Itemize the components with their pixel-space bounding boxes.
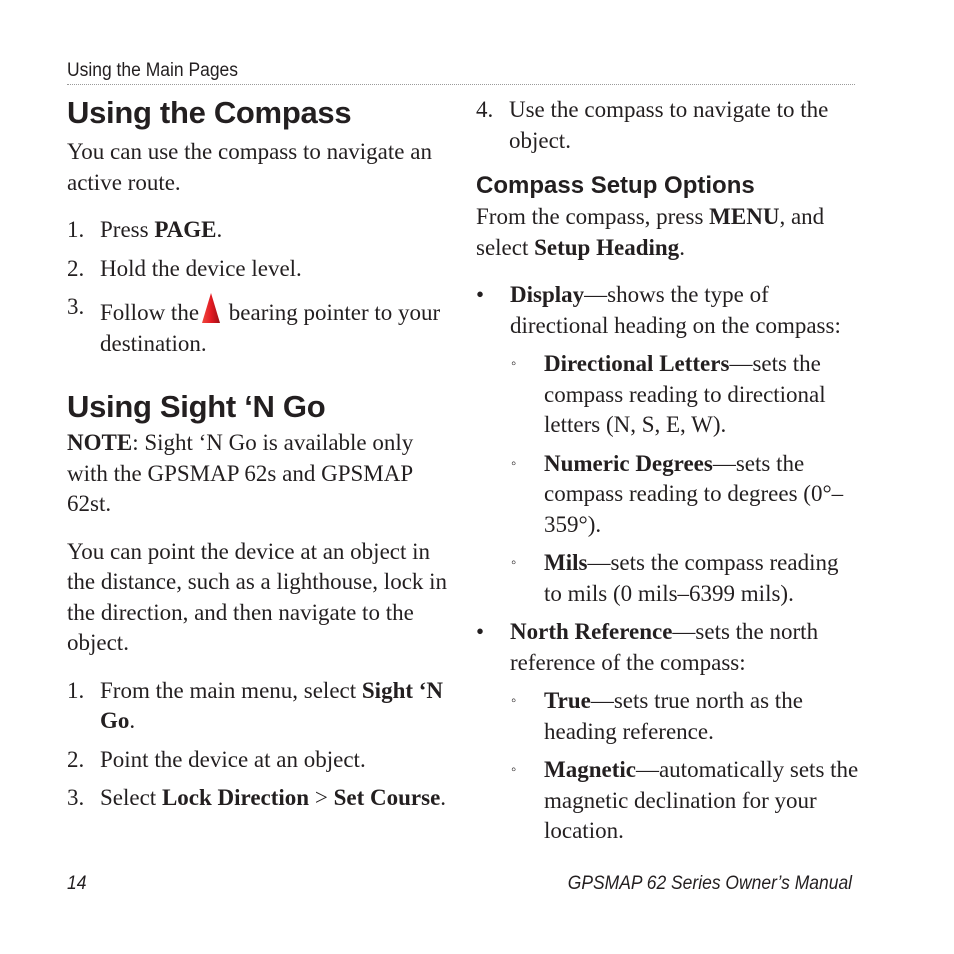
- suboption-description: —sets the compass reading to directional letters (N, S, E, W).: [544, 351, 826, 437]
- compass-setup-heading: Compass Setup Options: [476, 172, 755, 199]
- note-text: : Sight ‘N Go is available only with the GPSMAP 62s and GPSMAP 62st.: [67, 430, 414, 516]
- bullet: •: [476, 619, 485, 644]
- step-number: 4.: [476, 97, 494, 122]
- page-key-label: PAGE: [154, 217, 217, 242]
- step-text-end: bearing pointer to your destination.: [100, 300, 441, 356]
- sub-bullet: ◦: [511, 555, 517, 571]
- step-separator: >: [309, 785, 334, 810]
- intro-text-end: .: [679, 234, 685, 260]
- suboption-description: —sets the compass reading to degrees (0°–359°).: [544, 450, 844, 537]
- sight-n-go-heading: Using Sight ‘N Go: [67, 389, 326, 424]
- step-text: Use the compass to navigate to the object.: [509, 97, 829, 153]
- suboption-label: Directional Letters: [544, 351, 730, 376]
- suboption-numeric-degrees: [510, 449, 861, 541]
- compass-intro: You can use the compass to navigate an active route.: [67, 139, 432, 195]
- step-text-end: .: [129, 708, 136, 733]
- lock-direction-label: Lock Direction: [161, 785, 310, 810]
- sight-n-go-menu-label: Sight ‘N Go: [100, 677, 444, 733]
- sight-note: [67, 428, 452, 520]
- setup-intro: [476, 202, 861, 263]
- right-column: [476, 95, 861, 847]
- option-label: North Reference: [510, 619, 673, 644]
- sight-step-4: [476, 95, 861, 156]
- step-number: 2.: [67, 255, 85, 281]
- compass-heading: Using the Compass: [67, 95, 352, 130]
- page-number: 14: [67, 873, 87, 894]
- step-number: 3.: [67, 785, 85, 810]
- step-number: 3.: [67, 294, 85, 319]
- sight-steps-continued: [476, 95, 861, 156]
- setup-heading-label: Setup Heading: [534, 234, 680, 260]
- sight-step-2: [67, 745, 452, 776]
- suboption-label: Magnetic: [544, 757, 636, 782]
- compass-step-3: [67, 292, 452, 359]
- left-column: [67, 92, 452, 814]
- compass-steps: [67, 215, 452, 359]
- suboption-label: Numeric Degrees: [544, 450, 713, 476]
- setup-options-list: [476, 280, 861, 847]
- sight-steps: [67, 676, 452, 814]
- compass-step-1: [67, 215, 452, 246]
- suboption-directional-letters: [510, 349, 861, 441]
- sight-paragraph: You can point the device at an object in the distance, such as a lighthouse, lock in the direction, and then navigate to the object.: [67, 538, 448, 655]
- sight-step-1: [67, 676, 452, 737]
- step-text: From the main menu, select: [100, 677, 362, 703]
- suboption-magnetic: [510, 755, 861, 847]
- sub-bullet: ◦: [511, 762, 517, 778]
- option-description: —sets the north reference of the compass:: [510, 619, 819, 675]
- step-text-end: .: [440, 785, 447, 810]
- bearing-pointer-icon: [201, 292, 221, 324]
- sub-bullet: ◦: [511, 356, 517, 372]
- intro-text-mid: , and select: [476, 204, 825, 260]
- suboption-description: —automatically sets the magnetic declination for your location.: [544, 757, 859, 843]
- step-number: 1.: [67, 217, 85, 242]
- suboption-description: —sets the compass reading to mils (0 mils–6399 mils).: [544, 550, 839, 606]
- north-suboptions: [510, 686, 861, 847]
- sub-bullet: ◦: [511, 455, 517, 472]
- step-text-end: .: [216, 217, 223, 242]
- suboption-mils: [510, 548, 861, 609]
- step-text: Select: [100, 785, 162, 810]
- set-course-label: Set Course: [333, 785, 441, 810]
- option-description: —shows the type of directional heading on the compass:: [510, 282, 841, 338]
- step-text: Hold the device level.: [100, 255, 302, 281]
- option-north-reference: [476, 617, 861, 847]
- step-text: Follow the: [100, 300, 200, 325]
- step-text: Press: [100, 217, 155, 242]
- intro-text: From the compass, press: [476, 204, 710, 229]
- sight-step-3: [67, 783, 452, 814]
- suboption-label: True: [544, 688, 591, 713]
- suboption-true: [510, 686, 861, 747]
- running-header: Using the Main Pages: [67, 60, 239, 81]
- suboption-description: —sets true north as the heading reference.: [544, 688, 803, 744]
- header-divider: [67, 84, 855, 85]
- sub-bullet: ◦: [511, 693, 517, 709]
- manual-title: GPSMAP 62 Series Owner’s Manual: [567, 873, 852, 894]
- display-suboptions: [510, 349, 861, 609]
- step-text: Point the device at an object.: [100, 746, 366, 772]
- bullet: •: [476, 282, 485, 307]
- option-display: [476, 280, 861, 609]
- compass-step-2: [67, 254, 452, 285]
- suboption-label: Mils: [544, 550, 588, 575]
- option-label: Display: [510, 282, 585, 307]
- note-label: NOTE: [67, 430, 133, 455]
- step-number: 2.: [67, 746, 85, 772]
- menu-key-label: MENU: [709, 204, 780, 229]
- step-number: 1.: [67, 677, 85, 703]
